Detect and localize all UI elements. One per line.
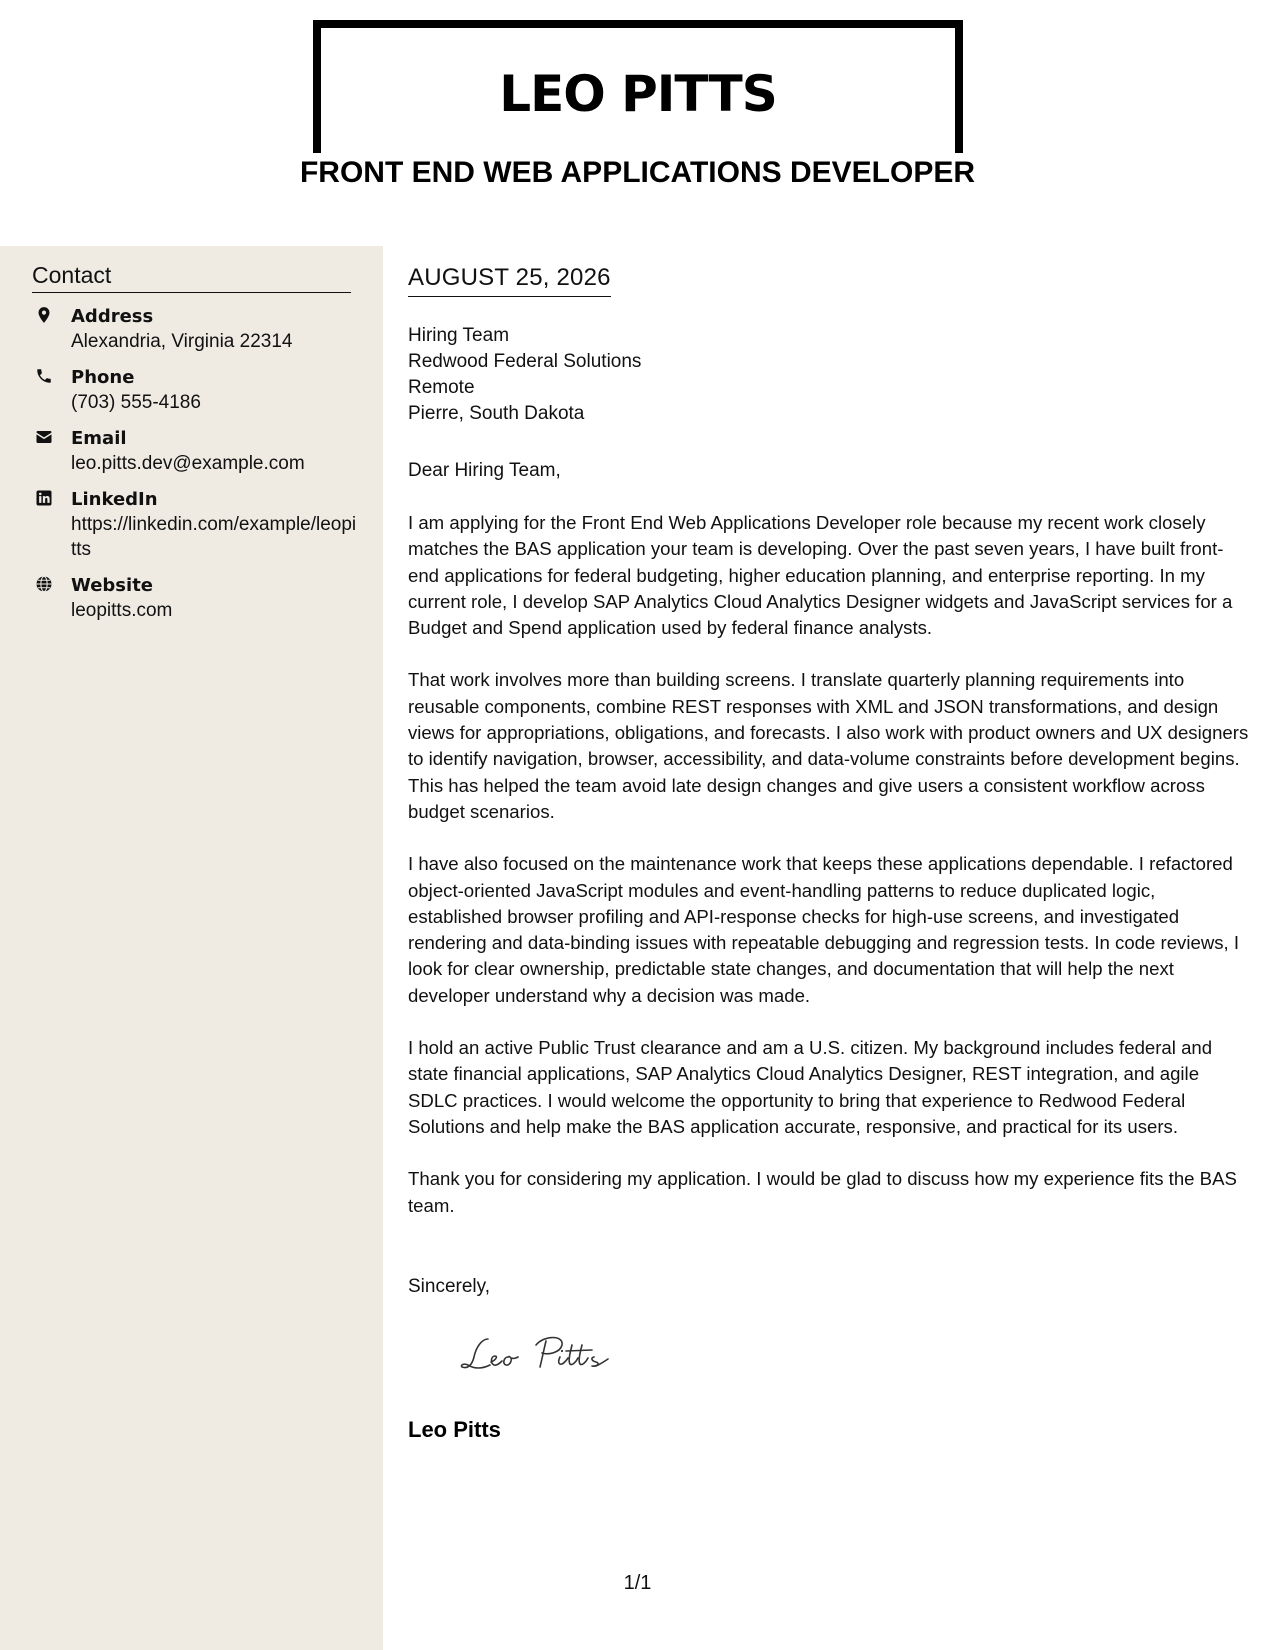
linkedin-link[interactable]: https://linkedin.com/example/leopitts bbox=[71, 514, 357, 560]
handwritten-signature bbox=[458, 1329, 628, 1379]
body-paragraph: That work involves more than building screens. I translate quarterly planning requirements into reusable components, combine REST responses with XML and JSON transformations, and design views for appropriations, obligations, and forecasts. I also work with product owners and UX designers to identify navigation, browser, accessibility, and data-volume constraints before development begins. This has helped the team avoid late design changes and give users a consistent workflow across budget scenarios. bbox=[408, 669, 1249, 822]
contact-heading: Contact bbox=[32, 260, 351, 293]
globe-icon bbox=[35, 575, 53, 593]
contact-label: LinkedIn bbox=[71, 489, 158, 510]
contact-item-email bbox=[32, 426, 357, 476]
email-link[interactable]: leo.pitts.dev@example.com bbox=[71, 453, 305, 474]
recipient-line: Remote bbox=[408, 377, 475, 398]
contact-item-phone bbox=[32, 365, 357, 415]
contact-item-linkedin bbox=[32, 487, 357, 562]
recipient-line: Pierre, South Dakota bbox=[408, 403, 585, 424]
greeting: Dear Hiring Team, bbox=[408, 460, 561, 481]
body-paragraph: Thank you for considering my application. I would be glad to discuss how my experience fits the BAS team. bbox=[408, 1168, 1237, 1216]
linkedin-icon bbox=[35, 489, 53, 507]
page-number: 1/1 bbox=[623, 1572, 652, 1594]
letter-date: AUGUST 25, 2026 bbox=[408, 263, 611, 297]
contact-list bbox=[32, 304, 357, 634]
contact-sidebar bbox=[0, 246, 383, 1650]
recipient-block bbox=[408, 323, 1008, 427]
phone-icon bbox=[35, 367, 53, 385]
map-pin-icon bbox=[35, 306, 53, 324]
body-paragraph: I hold an active Public Trust clearance and am a U.S. citizen. My background includes federal and state financial applications, SAP Analytics Cloud Analytics Designer, REST integration, and agile SDLC practices. I would welcome the opportunity to bring that experience to Redwood Federal Solutions and help make the BAS application accurate, responsive, and practical for its users. bbox=[408, 1037, 1213, 1137]
body-paragraph: I am applying for the Front End Web Applications Developer role because my recent work closely matches the BAS application your team is developing. Over the past seven years, I have built front-end applications for federal budgeting, higher education planning, and enterprise reporting. In my current role, I develop SAP Analytics Cloud Analytics Designer widgets and JavaScript services for a Budget and Spend application used by federal finance analysts. bbox=[408, 512, 1233, 639]
contact-label: Phone bbox=[71, 367, 135, 388]
contact-item-address bbox=[32, 304, 357, 354]
contact-item-website bbox=[32, 573, 357, 623]
job-title: FRONT END WEB APPLICATIONS DEVELOPER bbox=[240, 153, 1035, 193]
candidate-name: LEO PITTS bbox=[499, 65, 777, 123]
letter-body bbox=[408, 510, 1253, 1245]
body-paragraph: I have also focused on the maintenance work that keeps these applications dependable. I refactored object-oriented JavaScript modules and event-handling patterns to reduce duplicated logic, established browser profiling and API-response checks for high-use screens, and investigated rendering and data-binding issues with repeatable debugging and regression tests. In code reviews, I look for clear ownership, predictable state changes, and documentation that will help the next developer understand why a decision was made. bbox=[408, 853, 1240, 1006]
signer-name: Leo Pitts bbox=[408, 1417, 501, 1442]
recipient-line: Hiring Team bbox=[408, 325, 510, 346]
recipient-line: Redwood Federal Solutions bbox=[408, 351, 642, 372]
phone-value: (703) 555-4186 bbox=[71, 392, 201, 413]
contact-label: Email bbox=[71, 428, 127, 449]
contact-label: Website bbox=[71, 575, 154, 596]
envelope-icon bbox=[35, 428, 53, 446]
contact-label: Address bbox=[71, 306, 154, 327]
website-link[interactable]: leopitts.com bbox=[71, 600, 173, 621]
closing: Sincerely, bbox=[408, 1276, 491, 1297]
address-value: Alexandria, Virginia 22314 bbox=[71, 331, 293, 352]
